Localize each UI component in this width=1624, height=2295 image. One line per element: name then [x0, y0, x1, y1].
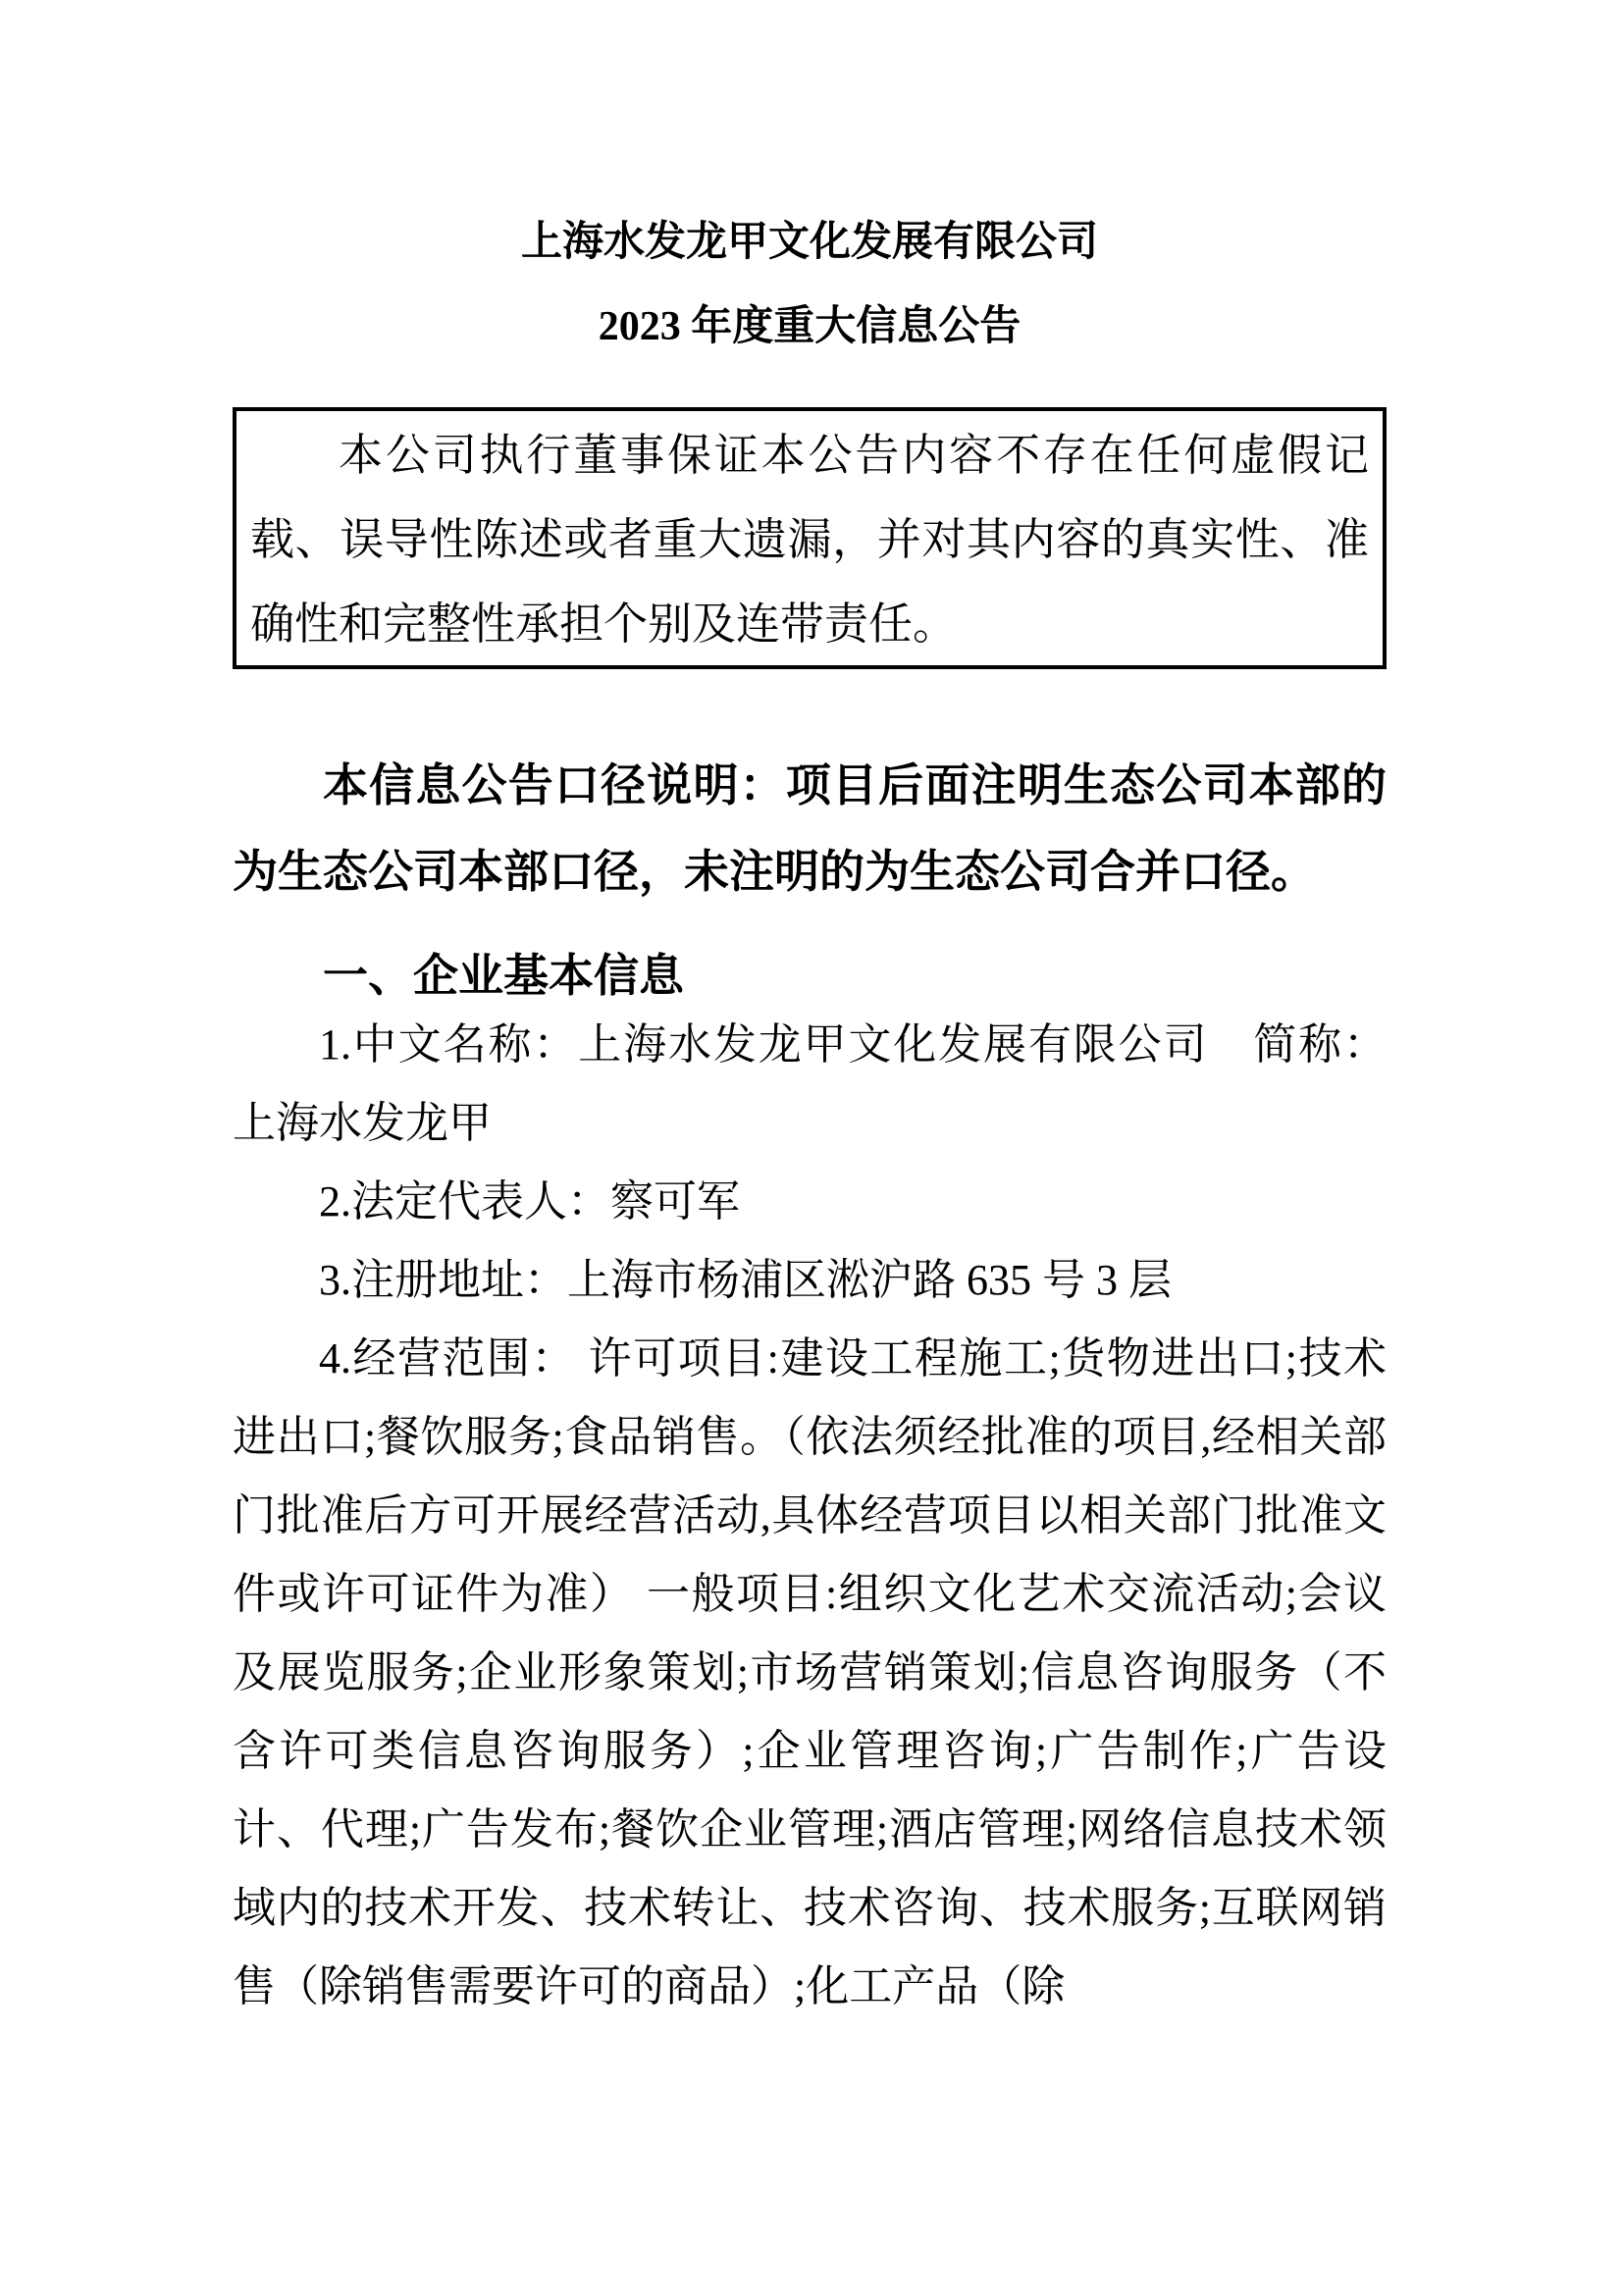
- document-title: 上海水发龙甲文化发展有限公司: [520, 220, 1098, 265]
- item-legal-representative: 2.法定代表人：察可军: [319, 1177, 740, 1226]
- section-heading-basic-info: 一、企业基本信息: [323, 951, 684, 1001]
- item-chinese-name: 1.中文名称：上海水发龙甲文化发展有限公司 简称：上海水发龙甲: [233, 1020, 1387, 1147]
- basic-info-list: [233, 1006, 1387, 2026]
- disclaimer-text: 本公司执行董事保证本公告内容不存在任何虚假记载、误导性陈述或者重大遗漏，并对其内容的真实性、准确性和完整性承担个别及连带责任。: [250, 431, 1369, 649]
- disclaimer-box: [233, 407, 1387, 669]
- caliber-note: 本信息公告口径说明：项目后面注明生态公司本部的为生态公司本部口径，未注明的为生态公司合并口径。: [233, 760, 1387, 897]
- item-business-scope: 4.经营范围： 许可项目:建设工程施工;货物进出口;技术进出口;餐饮服务;食品销售。（依法须经批准的项目,经相关部门批准后方可开展经营活动,具体经营项目以相关部门批准文件或许可证件为准） 一般项目:组织文化艺术交流活动;会议及展览服务;企业形象策划;市场营销策划;信息咨询服务（不含许可类信息咨询服务）;企业管理咨询;广告制作;广告设计、代理;广告发布;餐饮企业管理;酒店管理;网络信息技术领域内的技术开发、技术转让、技术咨询、技术服务;互联网销售（除销售需要许可的商品）;化工产品（除: [233, 1334, 1387, 2010]
- item-registered-address: 3.注册地址：上海市杨浦区淞沪路 635 号 3 层: [319, 1256, 1172, 1304]
- document-subtitle: 2023 年度重大信息公告: [598, 304, 1022, 349]
